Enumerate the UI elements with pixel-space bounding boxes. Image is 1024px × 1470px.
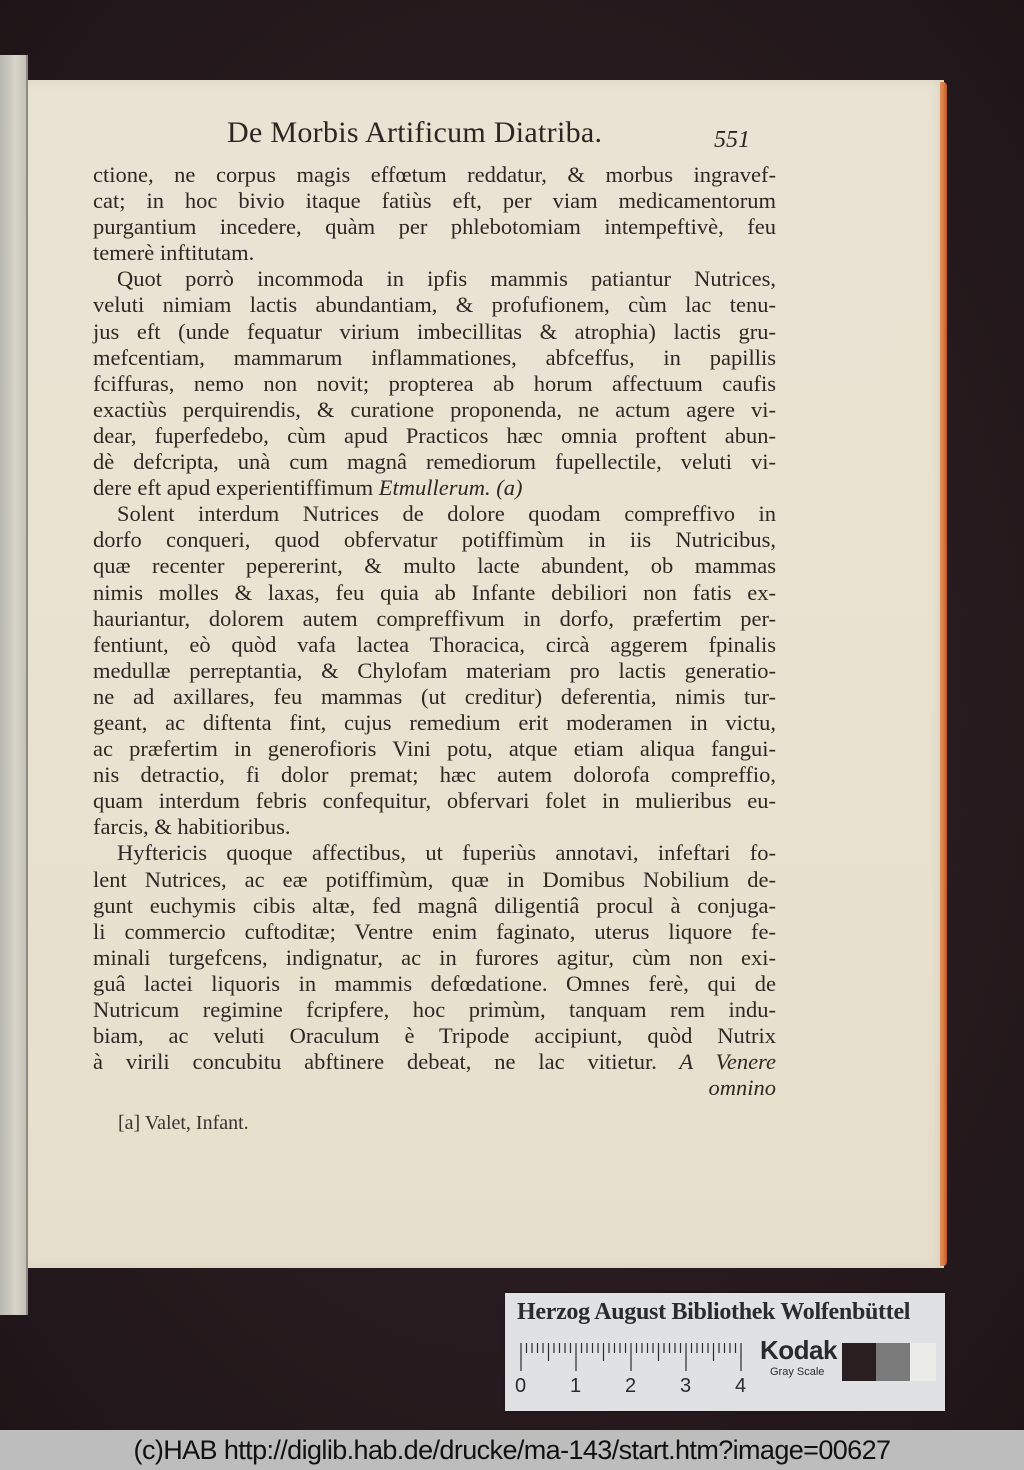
text-line-content: ctione, ne corpus magis effœtum reddatur, & morbus ingravef-	[93, 162, 776, 187]
text-line-content: dorfo conqueri, quod obfervatur potiffimùm in iis Nutricibus,	[93, 527, 776, 553]
text-line	[93, 919, 776, 945]
footer-url-text: (c)HAB http://diglib.hab.de/drucke/ma-143/start.htm?image=00627	[133, 1435, 891, 1465]
text-line	[93, 867, 776, 893]
text-line-content: nimis molles & laxas, feu quia ab Infante debiliori non fatis ex-	[93, 579, 776, 605]
text-line-content: dè defcripta, unà cum magnâ remediorum fupellectile, veluti vi-	[93, 449, 776, 475]
text-line	[93, 266, 776, 292]
text-line-content: Quot porrò incommoda in ipfis mammis patiantur Nutrices,	[117, 266, 776, 292]
page-gilt-edge	[940, 82, 947, 1266]
ruler-scale	[519, 1341, 749, 1371]
text-line-content: biam, ac veluti Oraculum è Tripode accipiunt, quòd Nutrix	[93, 1023, 776, 1049]
library-color-card	[505, 1293, 945, 1411]
text-line-content: nis detractio, fi dolor premat; hæc autem dolorofa compreffio,	[93, 762, 776, 788]
text-line	[93, 527, 776, 553]
swatch-dark	[842, 1343, 876, 1381]
text-line	[93, 606, 776, 632]
text-line	[93, 945, 776, 971]
text-line-content: ac præfertim in generofioris Vini potu, atque etiam aliqua fangui-	[93, 736, 776, 762]
text-line	[93, 971, 776, 997]
text-line	[93, 501, 776, 527]
text-line	[93, 475, 776, 501]
text-line	[93, 762, 776, 788]
text-line	[93, 893, 776, 919]
kodak-logo: Kodak	[760, 1335, 837, 1365]
text-line-content: quæ recenter pepererint, & multo lacte abundent, ob mammas	[93, 553, 776, 579]
text-line-content: fciffuras, nemo non novit; propterea ab horum affectuum caufis	[93, 370, 776, 396]
text-line	[93, 214, 776, 240]
text-line	[93, 292, 776, 318]
copyright-footer	[0, 1430, 1024, 1470]
text-line	[93, 371, 776, 397]
text-line	[93, 423, 776, 449]
text-line-content: quam interdum febris confequitur, obfervari folet in mulieribus eu-	[93, 788, 776, 814]
text-line	[93, 788, 776, 814]
gray-scale-label: Gray Scale	[770, 1366, 825, 1378]
text-line-content: fentiunt, eò quòd vafa lactea Thoracica, circà aggerem fpinalis	[93, 631, 776, 657]
text-line	[93, 997, 776, 1023]
text-line	[93, 240, 776, 266]
text-line-content: hauriantur, dolorem autem compreffivum in dorfo, præfertim per-	[93, 605, 776, 631]
text-line-content: farcis, & habitioribus.	[93, 814, 291, 840]
text-line	[93, 1023, 776, 1049]
text-line-content: guâ lactei liquoris in mammis defœdatione. Omnes ferè, qui de	[93, 970, 776, 996]
ruler-number: 3	[680, 1375, 692, 1397]
text-line-content: ne ad axillares, feu mammas (ut creditur) deferentia, nimis tur-	[93, 683, 776, 709]
italic-text: A Venere	[656, 1049, 777, 1075]
text-line-content: jus eft (unde fequatur virium imbecillitas & atrophia) lactis gru-	[93, 318, 776, 344]
ruler-number: 0	[515, 1375, 527, 1397]
text-line-content: minali turgefcens, indignatur, ac in furores agitur, cùm non exi-	[93, 944, 776, 970]
text-line	[93, 840, 776, 866]
text-line	[93, 736, 776, 762]
ruler-number: 2	[625, 1375, 637, 1397]
text-line-content: cat; in hoc bivio itaque fatiùs eft, per viam medicamentorum	[93, 188, 776, 214]
library-name: Herzog August Bibliothek Wolfenbüttel	[517, 1299, 911, 1325]
text-line	[93, 397, 776, 423]
text-line	[93, 580, 776, 606]
italic-text: Etmullerum. (a)	[373, 475, 523, 501]
text-line-content: lent Nutrices, ac eæ potiffimùm, quæ in Domibus Nobilium de-	[93, 866, 776, 892]
text-line-content: veluti nimiam lactis abundantiam, & profufionem, cùm lac tenu-	[93, 292, 776, 318]
body-text	[93, 162, 776, 1101]
footnote: [a] Valet, Infant.	[118, 1112, 249, 1134]
ruler-number: 1	[570, 1375, 582, 1397]
text-line	[93, 710, 776, 736]
text-line-content: purgantium incedere, quàm per phlebotomiam intempeftivè, feu	[93, 214, 776, 240]
text-line-content: gunt euchymis cibis altæ, fed magnâ diligentiâ procul à conjuga-	[93, 892, 776, 918]
text-line	[93, 553, 776, 579]
text-line	[93, 1049, 776, 1075]
text-line	[93, 162, 776, 188]
text-line	[93, 658, 776, 684]
text-line-content: medullæ perreptantia, & Chylofam materiam pro lactis generatio-	[93, 657, 776, 683]
ruler-numbers	[515, 1375, 765, 1403]
text-line-content: exactiùs perquirendis, & curatione proponenda, ne actum agere vi-	[93, 396, 776, 422]
text-line	[93, 632, 776, 658]
text-line-content: Solent interdum Nutrices de dolore quodam compreffivo in	[117, 501, 776, 527]
swatch-light	[910, 1343, 936, 1381]
text-line	[93, 684, 776, 710]
text-line-content: dere eft apud experientiffimum	[93, 475, 374, 501]
text-line	[93, 449, 776, 475]
text-line	[93, 1075, 776, 1101]
previous-page-edge	[0, 55, 28, 1315]
italic-text: omnino	[708, 1075, 776, 1101]
text-line-content: Nutricum regimine fcripfere, hoc primùm, tanquam rem indu-	[93, 997, 776, 1022]
text-line	[93, 814, 776, 840]
text-line-content: li commercio cuftoditæ; Ventre enim faginato, uterus liquore fe-	[93, 918, 776, 944]
text-line-content: dear, fuperfedebo, cùm apud Practicos hæc omnia proftent abun-	[93, 422, 776, 448]
text-line-content: Hyftericis quoque affectibus, ut fuperiùs annotavi, infeftari fo-	[117, 840, 776, 866]
swatch-mid	[876, 1343, 910, 1381]
text-line-content: temerè inftitutam.	[93, 240, 255, 266]
text-line	[93, 345, 776, 371]
text-line-content: geant, ac diftenta fint, cujus remedium erit moderamen in victu,	[93, 709, 776, 735]
text-line-content: à virili concubitu abftinere debeat, ne lac vitietur.	[93, 1049, 657, 1075]
text-line	[93, 188, 776, 214]
text-line-content: mefcentiam, mammarum inflammationes, abfceffus, in papillis	[93, 344, 776, 370]
text-line	[93, 319, 776, 345]
ruler-number: 4	[735, 1375, 747, 1397]
page-number: 551	[714, 127, 750, 153]
running-head: De Morbis Artificum Diatriba.	[227, 116, 603, 149]
